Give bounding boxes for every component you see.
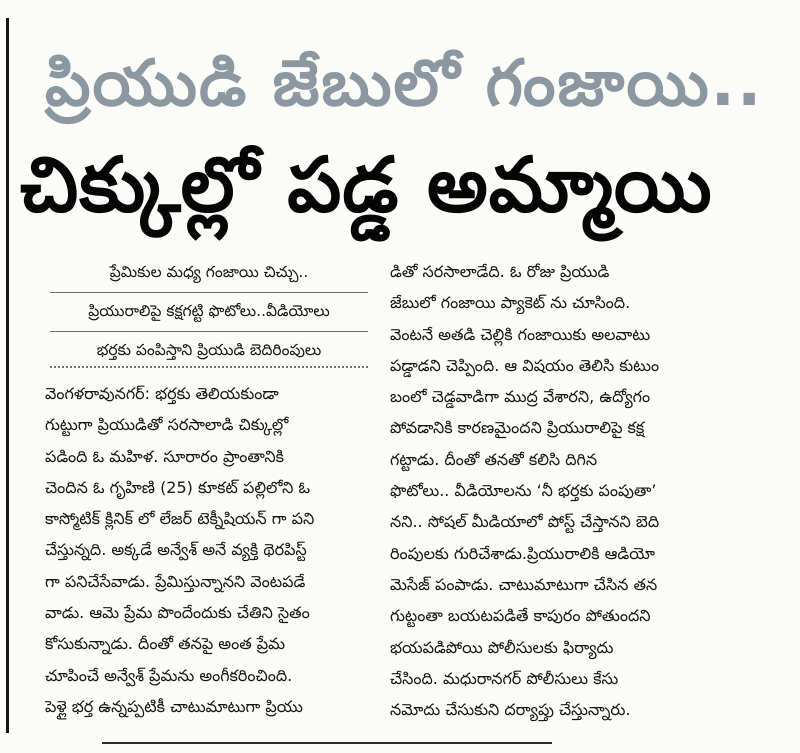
body-line: బంలో చెడ్డవాడిగా ముద్ర వేశారని, ఉద్యోగం: [390, 387, 651, 407]
body-line: నమోదు చేసుకుని దర్యాప్తు చేస్తున్నారు.: [390, 700, 631, 720]
body-line: రింపులకు గురిచేశాడు.ప్రియురాలికి ఆడియో: [390, 543, 655, 563]
body-left-column: [45, 378, 365, 722]
body-line: చేసింది. మధురానగర్ పోలీసులు కేసు: [390, 668, 619, 688]
body-line: పడింది ఓ మహిళ. సూరారం ప్రాంతానికి: [45, 446, 284, 466]
body-line: గుట్టుగా ప్రియుడితో సరసాలాడి చిక్కుల్లో: [45, 415, 289, 435]
body-line: గట్టాడు. దీంతో తనతో కలిసి దిగిన: [390, 449, 598, 469]
body-line: కాస్మోటిక్ క్లినిక్ లో లేజర్ టెక్నీషియన్ గా పని: [45, 509, 315, 529]
headline-kicker: ప్రియుడి జేబులో గంజాయి..: [45, 47, 764, 121]
body-line: పడ్డాడని చెప్పింది. ఆ విషయం తెలిసి కుటుం: [390, 355, 660, 375]
body-line: పోవడానికి కారణమైందని ప్రియురాలిపై కక్ష: [390, 418, 645, 438]
body-right-column: [390, 256, 745, 725]
body-line: కోసుకున్నాడు. దీంతో తనపై అంత ప్రేమ: [45, 634, 286, 654]
body-line: గుట్టంతా బయటపడితే కాపురం పోతుందని: [390, 606, 651, 626]
body-line: వాడు. ఆమె ప్రేమ పొందేందుకు చేతిని సైతం: [45, 603, 310, 623]
body-line: గా పనిచేసేవాడు. ప్రేమిస్తున్నానని వెంటపడే: [45, 571, 306, 591]
body-line: జేబులో గంజాయి ప్యాకెట్ ను చూసింది.: [390, 293, 631, 313]
left-column-rule: [6, 18, 9, 733]
body-line: భయపడిపోయి పోలీసులకు ఫిర్యాదు: [390, 637, 614, 657]
deck-line-2: ప్రియురాలిపై కక్షగట్టి ఫొటోలు..వీడియోలు: [50, 293, 368, 332]
body-line: పెళ్లై భర్త ఉన్నప్పటికీ చాటుమాటుగా ప్రియు: [45, 696, 303, 716]
body-line: డితో సరసాలాడేది. ఓ రోజు ప్రియుడి: [390, 262, 610, 281]
body-line: నని.. సోషల్ మీడియాలో పోస్ట్ చేస్తానని బెది: [390, 512, 660, 532]
deck-line-3: భర్తకు పంపిస్తాని ప్రియుడి బెదిరింపులు: [96, 341, 322, 359]
body-line: చేస్తున్నది. అక్కడే అన్వేశ్ అనే వ్యక్తి థెరపిస్ట్: [45, 540, 307, 560]
body-line: చెందిన ఓ గృహిణి (25) కూకట్ పల్లిలోని ఓ: [45, 477, 311, 497]
bottom-rule: [102, 742, 552, 744]
deck-box: [50, 254, 368, 370]
body-line: వెంటనే అతడి చెల్లికి గంజాయికు అలవాటు: [390, 324, 651, 344]
deck-line-1: ప్రేమికుల మధ్య గంజాయి చిచ్చు..: [50, 254, 368, 293]
deck-dotted-rule: [50, 366, 368, 368]
headline-main: చిక్కుల్లో పడ్డ అమ్మాయి: [20, 140, 713, 229]
body-line: మెసేజ్ పంపాడు. చాటుమాటుగా చేసిన తన: [390, 574, 658, 594]
body-line: చూపించే అన్వేశ్ ప్రేమను అంగీకరించింది.: [45, 665, 293, 685]
body-line: వెంగళరావునగర్: భర్తకు తెలియకుండా: [45, 384, 279, 403]
body-line: ఫొటోలు.. వీడియోలను ‘నీ భర్తకు పంపుతా’: [390, 481, 657, 501]
